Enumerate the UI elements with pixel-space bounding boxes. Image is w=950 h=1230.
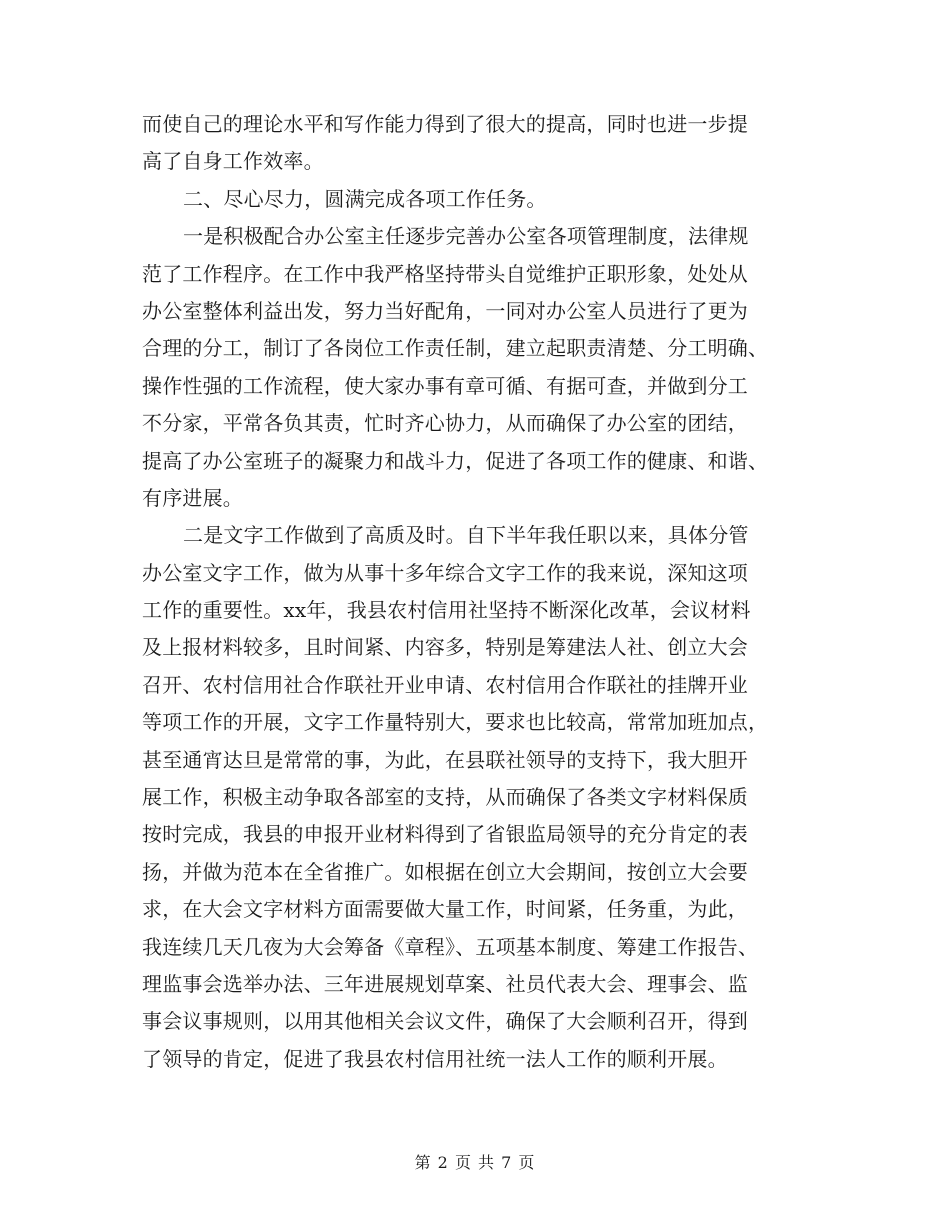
text-line: 有序进展。 — [142, 485, 243, 510]
text-line: 办公室整体利益出发，努力当好配角，一同对办公室人员进行了更为 — [142, 298, 748, 323]
text-line: 了领导的肯定，促进了我县农村信用社统一法人工作的顺利开展。 — [142, 1046, 728, 1071]
text-line: 合理的分工，制订了各岗位工作责任制，建立起职责清楚、分工明确、 — [142, 336, 769, 361]
text-line: 等项工作的开展，文字工作量特别大，要求也比较高，常常加班加点， — [142, 710, 769, 735]
text-line: 而使自己的理论水平和写作能力得到了很大的提高，同时也进一步提 — [142, 112, 748, 136]
paragraph — [142, 181, 807, 218]
paragraph — [142, 218, 807, 517]
text-line: 我连续几天几夜为大会筹备《章程》、五项基本制度、筹建工作报告、 — [142, 934, 759, 959]
paragraph — [142, 106, 807, 181]
text-line: 展工作，积极主动争取各部室的支持，从而确保了各类文字材料保质 — [142, 785, 748, 810]
text-line: 高了自身工作效率。 — [142, 149, 324, 174]
text-line: 扬，并做为范本在全省推广。如根据在创立大会期间，按创立大会要 — [142, 859, 748, 884]
text-line: 及上报材料较多，且时间紧、内容多，特别是筹建法人社、创立大会 — [142, 635, 748, 660]
text-line: 工作的重要性。xx年，我县农村信用社坚持不断深化改革，会议材料 — [142, 598, 751, 623]
page-number: 第 2 页 共 7 页 — [414, 1153, 536, 1172]
text-line: 事会议事规则，以用其他相关会议文件，确保了大会顺利召开，得到 — [142, 1009, 748, 1034]
text-line: 二是文字工作做到了高质及时。自下半年我任职以来，具体分管 — [183, 523, 749, 548]
text-line: 范了工作程序。在工作中我严格坚持带头自觉维护正职形象，处处从 — [142, 261, 748, 286]
document-body — [142, 106, 807, 1078]
text-line: 甚至通宵达旦是常常的事，为此，在县联社领导的支持下，我大胆开 — [142, 747, 748, 772]
text-line: 按时完成，我县的申报开业材料得到了省银监局领导的充分肯定的表 — [142, 822, 748, 847]
text-line: 办公室文字工作，做为从事十多年综合文字工作的我来说，深知这项 — [142, 560, 748, 585]
text-line: 求，在大会文字材料方面需要做大量工作，时间紧，任务重，为此， — [142, 897, 748, 922]
text-line: 不分家，平常各负其责，忙时齐心协力，从而确保了办公室的团结， — [142, 411, 748, 436]
text-line: 召开、农村信用社合作联社开业申请、农村信用合作联社的挂牌开业 — [142, 672, 748, 697]
text-line: 操作性强的工作流程，使大家办事有章可循、有据可查，并做到分工 — [142, 373, 748, 398]
paragraph — [142, 517, 807, 1078]
text-line: 一是积极配合办公室主任逐步完善办公室各项管理制度，法律规 — [183, 224, 749, 249]
text-line: 二、尽心尽力，圆满完成各项工作任务。 — [183, 186, 547, 211]
text-line: 理监事会选举办法、三年进展规划草案、社员代表大会、理事会、监 — [142, 971, 748, 996]
text-line: 提高了办公室班子的凝聚力和战斗力，促进了各项工作的健康、和谐、 — [142, 448, 769, 473]
